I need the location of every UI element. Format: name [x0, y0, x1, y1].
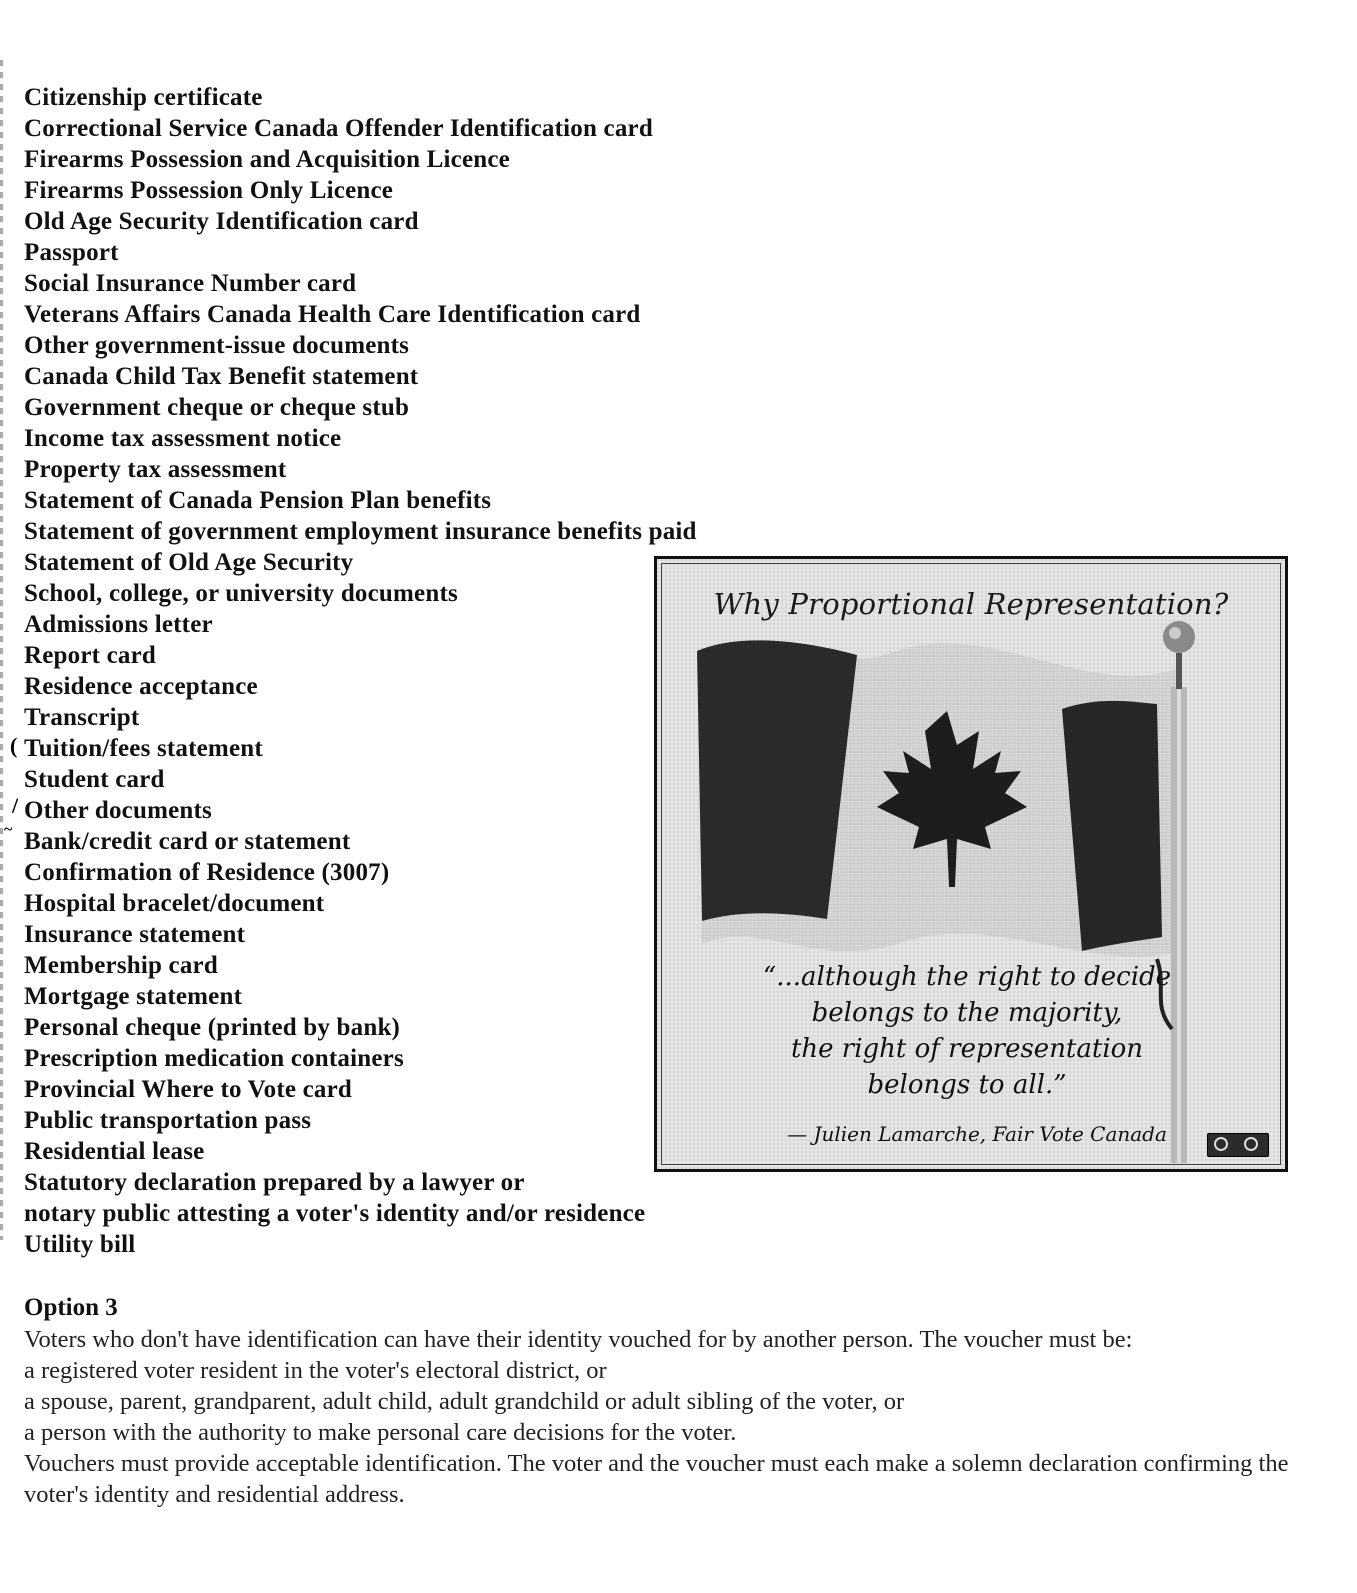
id-document-item: Social Insurance Number card [24, 270, 357, 297]
id-document-item: Residence acceptance [24, 673, 258, 700]
poster-quote-line: belongs to the majority, [811, 998, 1123, 1028]
id-document-item: Other government-issue documents [24, 332, 410, 359]
option-3-paragraph: a person with the authority to make personal care decisions for the voter. [24, 1419, 737, 1446]
id-document-item: Provincial Where to Vote card [24, 1076, 352, 1103]
id-document-item: Mortgage statement [24, 983, 243, 1010]
id-document-item: Transcript [24, 704, 140, 731]
identification-list [24, 82, 697, 1260]
id-document-item: Residential lease [24, 1138, 205, 1165]
id-document-item: Old Age Security Identification card [24, 208, 419, 235]
option-3-paragraph: a spouse, parent, grandparent, adult child, adult grandchild or adult sibling of the voter, or [24, 1388, 905, 1415]
id-document-item: Statement of Canada Pension Plan benefits [24, 487, 492, 514]
poster-title: Why Proportional Representation? [713, 587, 1229, 621]
option-3-paragraph: Voters who don't have identification can have their identity vouched for by another person. The voucher must be: [24, 1326, 1133, 1353]
id-document-item: Bank/credit card or statement [24, 828, 351, 855]
id-document-item: Insurance statement [24, 921, 246, 948]
id-document-item: Public transportation pass [24, 1107, 312, 1134]
poster-quote-line: the right of representation [790, 1034, 1144, 1064]
id-document-item: Prescription medication containers [24, 1045, 404, 1072]
creative-commons-badge-icon [1207, 1133, 1269, 1157]
poster-quote-line: belongs to all.” [867, 1070, 1067, 1100]
poster-quote-line: “...although the right to decide [762, 962, 1172, 992]
id-document-item: School, college, or university documents [24, 580, 458, 607]
poster-attribution: — Julien Lamarche, Fair Vote Canada [787, 1122, 1167, 1146]
id-document-item: Membership card [24, 952, 218, 979]
id-document-item: Passport [24, 239, 119, 266]
id-document-item: Citizenship certificate [24, 84, 263, 111]
margin-mark: ~ [4, 821, 13, 838]
id-document-item: Property tax assessment [24, 456, 287, 483]
id-document-item: Statutory declaration prepared by a lawyer or [24, 1169, 525, 1196]
id-document-item: Income tax assessment notice [24, 425, 342, 452]
id-document-item: Report card [24, 642, 157, 669]
option-3-paragraph: a registered voter resident in the voter's electoral district, or [24, 1357, 607, 1384]
id-document-item: Canada Child Tax Benefit statement [24, 363, 419, 390]
id-document-item: Personal cheque (printed by bank) [24, 1014, 401, 1041]
id-document-item: Tuition/fees statement [24, 735, 263, 762]
id-document-item: Student card [24, 766, 165, 793]
option-3-body [24, 1324, 1314, 1510]
proportional-representation-poster [654, 556, 1288, 1172]
id-document-item: Firearms Possession Only Licence [24, 177, 394, 204]
option-3-paragraph: Vouchers must provide acceptable identification. The voter and the voucher must each make a solemn declaration confirming the voter's identity and residential address. [24, 1450, 1289, 1508]
id-document-item: Hospital bracelet/document [24, 890, 325, 917]
id-document-item: Statement of government employment insurance benefits paid [24, 518, 697, 545]
id-document-item: Statement of Old Age Security [24, 549, 354, 576]
option-3-heading: Option 3 [24, 1294, 118, 1321]
id-document-item: notary public attesting a voter's identity and/or residence [24, 1200, 646, 1227]
id-document-item: Utility bill [24, 1231, 136, 1258]
id-document-item: Confirmation of Residence (3007) [24, 859, 390, 886]
id-document-item: Firearms Possession and Acquisition Licence [24, 146, 510, 173]
id-document-item: Admissions letter [24, 611, 213, 638]
id-document-item: Veterans Affairs Canada Health Care Identification card [24, 301, 641, 328]
margin-mark: ( [10, 733, 18, 758]
margin-mark: / [12, 793, 19, 818]
scan-edge-artifact [0, 60, 3, 1240]
id-document-item: Correctional Service Canada Offender Identification card [24, 115, 653, 142]
id-document-item: Other documents [24, 797, 212, 824]
id-document-item: Government cheque or cheque stub [24, 394, 410, 421]
